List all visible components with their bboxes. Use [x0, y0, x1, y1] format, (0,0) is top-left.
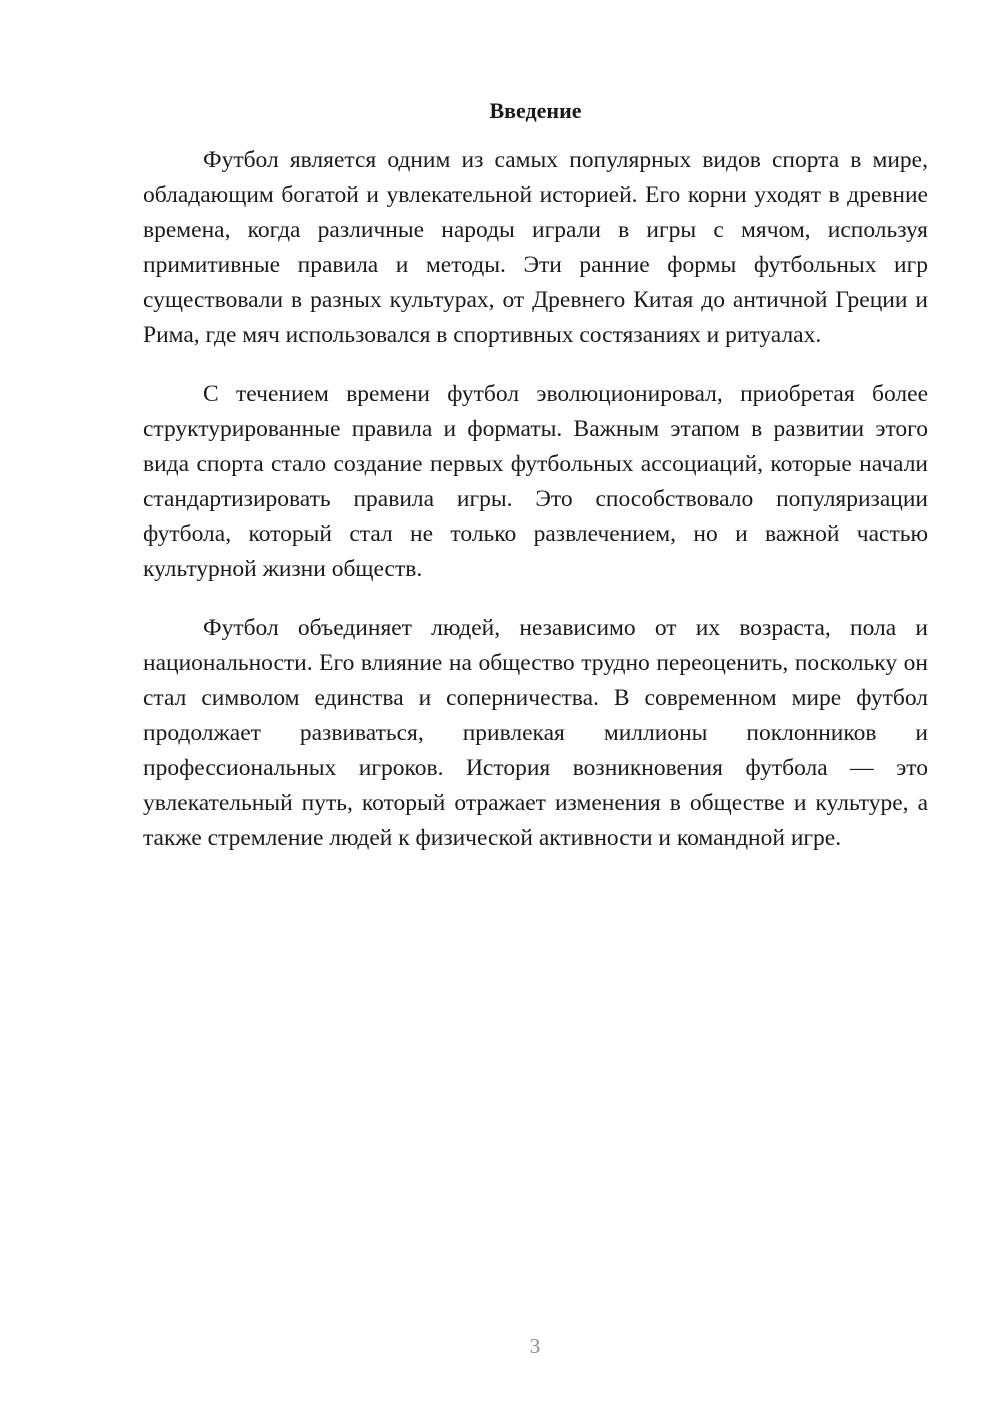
section-heading: Введение [489, 98, 582, 123]
paragraph-2: С течением времени футбол эволюционировал, приобретая более структурированные правила и форматы. Важным этапом в развитии этого вида спорта стало создание первых футбольных ассоциаций, которые начали стандартизировать правила игры. Это способствовало популяризации футбола, который стал не только развлечением, но и важной частью культурной жизни обществ. [143, 381, 928, 582]
paragraph-3: Футбол объединяет людей, независимо от их возраста, пола и национальности. Его влияние на общество трудно переоценить, поскольку он стал символом единства и соперничества. В современном мире футбол продолжает развиваться, привлекая миллионы поклонников и профессиональных игроков. История возникновения футбола — это увлекательный путь, который отражает изменения в обществе и культуре, а также стремление людей к физической активности и командной игре. [143, 615, 928, 851]
paragraph-1: Футбол является одним из самых популярных видов спорта в мире, обладающим богатой и увлекательной историей. Его корни уходят в древние времена, когда различные народы играли в игры с мячом, используя примитивные правила и методы. Эти ранние формы футбольных игр существовали в разных культурах, от Древнего Китая до античной Греции и Рима, где мяч использовался в спортивных состязаниях и ритуалах. [143, 147, 928, 348]
page-number: 3 [529, 1334, 541, 1358]
body-text [143, 143, 928, 880]
